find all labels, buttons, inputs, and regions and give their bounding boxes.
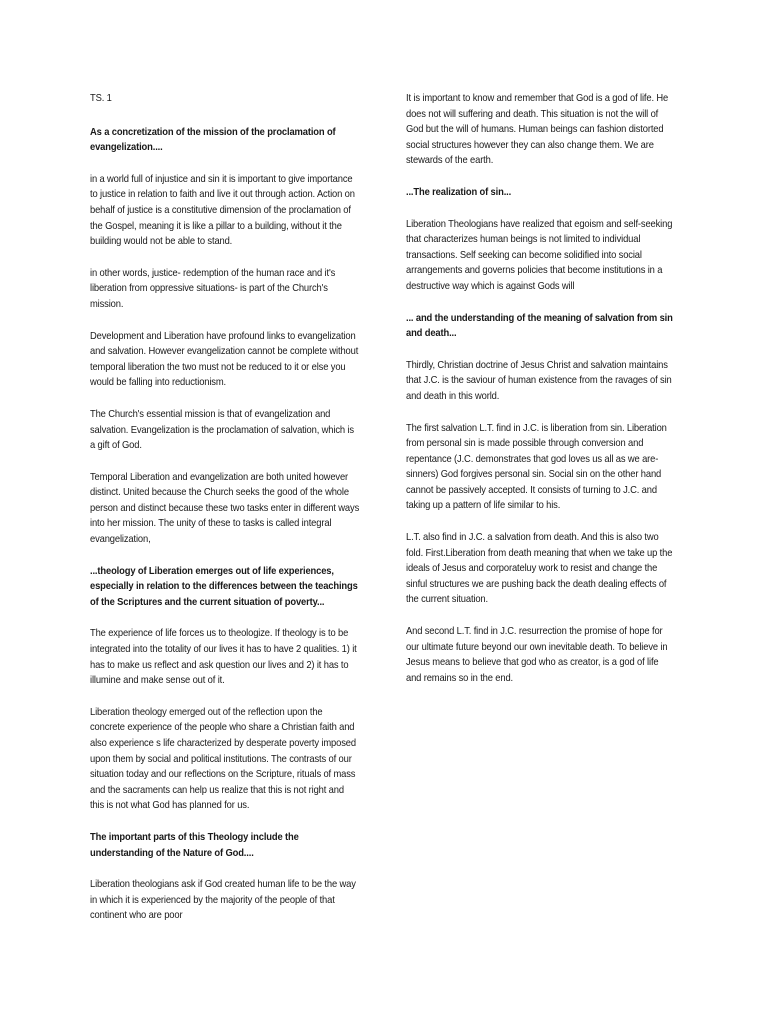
paragraph: L.T. also find in J.C. a salvation from death. And this is also two fold. First.Liberation from death meaning that when we take up the ideals of Jesus and corporateluy work to resist and change the sinful structures we are pushing back the death dealing effects of the current situation.	[406, 532, 673, 606]
paragraph: Development and Liberation have profound links to evangelization and salvation. However evangelization cannot be complete without temporal liberation the two must not be reduced to it or else you would be falling into reductionism.	[90, 330, 359, 389]
paragraph: And second L.T. find in J.C. resurrection the promise of hope for our ultimate future beyond our own inevitable death. To believe in Jesus means to believe that god who as creator, is a god of life and remains so in the end.	[406, 626, 668, 684]
paragraph: Liberation theology emerged out of the reflection upon the concrete experience of the people who share a Christian faith and also experience s life characterized by desperate poverty imposed upon them by social and political institutions. The contrasts of our situation today and our reflections on the Scripture, rituals of mass and the sacraments can help us realize that this is not right and this is not what God has planned for us.	[90, 706, 356, 812]
section-heading: The important parts of this Theology include the understanding of the Nature of God....	[90, 831, 299, 859]
paragraph: in other words, justice- redemption of the human race and it's liberation from oppressive situations- is part of the Church's mission.	[90, 267, 336, 310]
right-column	[406, 91, 678, 702]
paragraph: Liberation Theologians have realized that egoism and self-seeking that characterizes human beings is not limited to individual transactions. Self seeking can become solidified into social arrangements and governs policies that become institutions in a destructive way which is against Gods will	[406, 218, 673, 292]
paragraph: The Church's essential mission is that of evangelization and salvation. Evangelization is the proclamation of salvation, which is a gift of God.	[90, 408, 354, 452]
paragraph: The experience of life forces us to theologize. If theology is to be integrated into the totality of our lives it has to have 2 qualities. 1) it has to make us reflect and ask question our lives and 2) it has to illumine and make sense out of it.	[90, 628, 357, 687]
paragraph: in a world full of injustice and sin it is important to give importance to justice in relation to faith and live it out through action. Action on behalf of justice is a constitutive dimension of the proclamation of the Gospel, meaning it is like a pillar to a building, without it the building would not be able to stand.	[90, 173, 355, 248]
left-column	[90, 91, 362, 940]
paragraph: The first salvation L.T. find in J.C. is liberation from sin. Liberation from personal sin is made possible through conversion and repentance (J.C. demonstrates that god loves us all as we are- sinners) God forgives personal sin. Social sin on the other hand cannot be passively accepted. It consists of turning to J.C. and taking up a pattern of life similar to his.	[406, 422, 667, 512]
paragraph: Liberation theologians ask if God created human life to be the way in which it is experienced by the majority of the people of that continent who are poor	[90, 879, 356, 922]
section-heading: ...The realization of sin...	[406, 186, 512, 198]
section-heading: ... and the understanding of the meaning of salvation from sin and death...	[406, 312, 673, 340]
section-heading: As a concretization of the mission of the proclamation of evangelization....	[90, 126, 336, 154]
section-heading: ...theology of Liberation emerges out of life experiences, especially in relation to the differences between the teachings of the Scriptures and the current situation of poverty...	[90, 565, 358, 608]
paragraph: Temporal Liberation and evangelization are both united however distinct. United because the Church seeks the good of the whole person and distinct because these two tasks enter in different ways into her mission. The unity of these to tasks is called integral evangelization,	[90, 471, 360, 546]
document-label: TS. 1	[90, 93, 112, 104]
paragraph: It is important to know and remember that God is a god of life. He does not will suffering and death. This situation is not the will of God but the will of humans. Human beings can fashion distorted social structures however they can also change them. We are stewards of the earth.	[406, 93, 669, 167]
paragraph: Thirdly, Christian doctrine of Jesus Christ and salvation maintains that J.C. is the saviour of human existence from the ravages of sin and death in this world.	[406, 359, 672, 402]
